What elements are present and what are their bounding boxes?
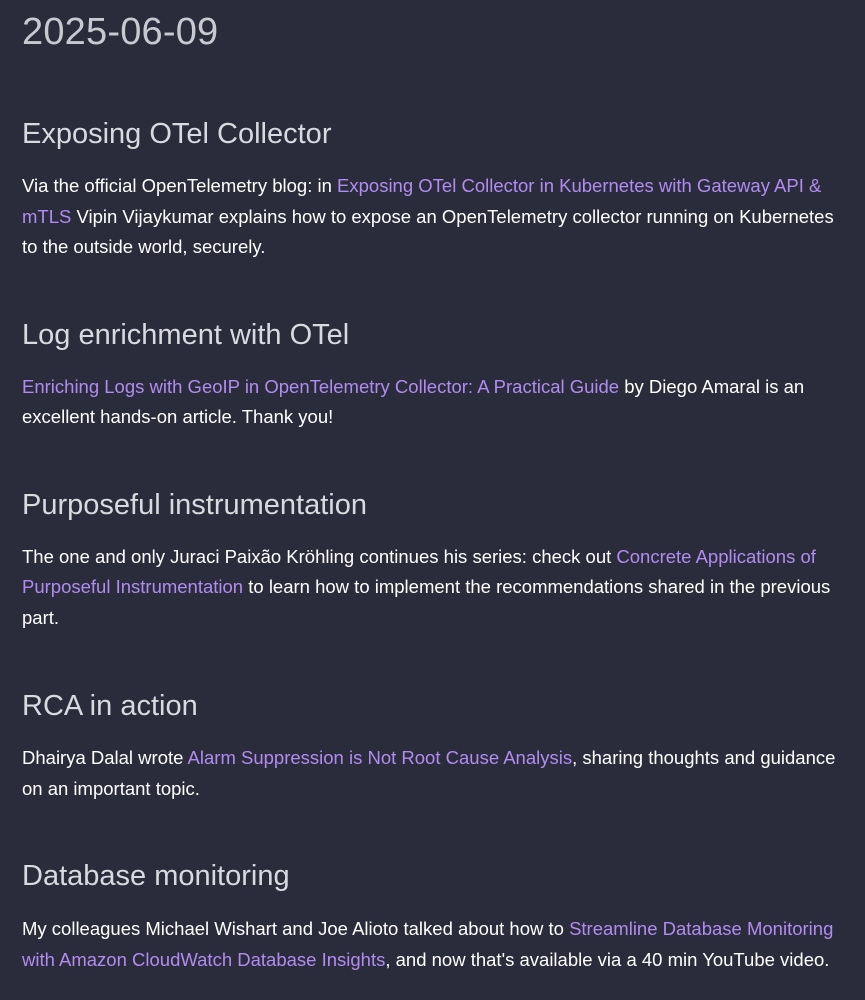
paragraph-text: by Diego Amaral is an excellent hands-on article. Thank you! <box>22 375 805 427</box>
section-title: Purposeful instrumentation <box>22 488 367 521</box>
section-paragraph <box>22 542 843 634</box>
article-link[interactable]: Exposing OTel Collector in Kubernetes with Gateway API & mTLS <box>22 175 822 227</box>
section-database-monitoring <box>22 858 843 975</box>
article-link[interactable]: Enriching Logs with GeoIP in OpenTelemetry Collector: A Practical Guide <box>22 375 620 397</box>
section-title: Exposing OTel Collector <box>22 118 332 150</box>
section-log-enrichment <box>22 317 843 433</box>
section-title: RCA in action <box>22 690 198 722</box>
paragraph-text: Dhairya Dalal wrote <box>22 747 188 768</box>
section-title: Database monitoring <box>22 860 290 892</box>
paragraph-text: My colleagues Michael Wishart and Joe Alioto talked about how to <box>22 918 570 939</box>
paragraph-text: Via the official OpenTelemetry blog: in <box>22 175 338 196</box>
section-paragraph <box>22 171 843 263</box>
article-link[interactable]: Alarm Suppression is Not Root Cause Analysis <box>187 747 573 768</box>
section-paragraph <box>22 743 843 804</box>
paragraph-text: The one and only Juraci Paixão Kröhling continues his series: check out <box>22 545 617 567</box>
paragraph-text: , and now that's available via a 40 min YouTube video. <box>385 948 830 970</box>
section-purposeful-instrumentation <box>22 487 843 634</box>
section-paragraph <box>22 372 843 433</box>
date-heading: 2025-06-09 <box>22 11 219 53</box>
paragraph-text: , sharing thoughts and guidance on an important topic. <box>22 747 836 799</box>
section-paragraph <box>22 914 843 975</box>
section-exposing-otel-collector <box>22 116 843 263</box>
paragraph-text: to learn how to implement the recommendations shared in the previous part. <box>22 576 831 628</box>
article-link[interactable]: Streamline Database Monitoring with Amazon CloudWatch Database Insights <box>22 918 834 970</box>
article-link[interactable]: Concrete Applications of Purposeful Instrumentation <box>22 545 816 597</box>
section-rca-in-action <box>22 688 843 804</box>
paragraph-text: Vipin Vijaykumar explains how to expose an OpenTelemetry collector running on Kubernetes to the outside world, securely. <box>22 205 834 257</box>
section-title: Log enrichment with OTel <box>22 318 350 351</box>
